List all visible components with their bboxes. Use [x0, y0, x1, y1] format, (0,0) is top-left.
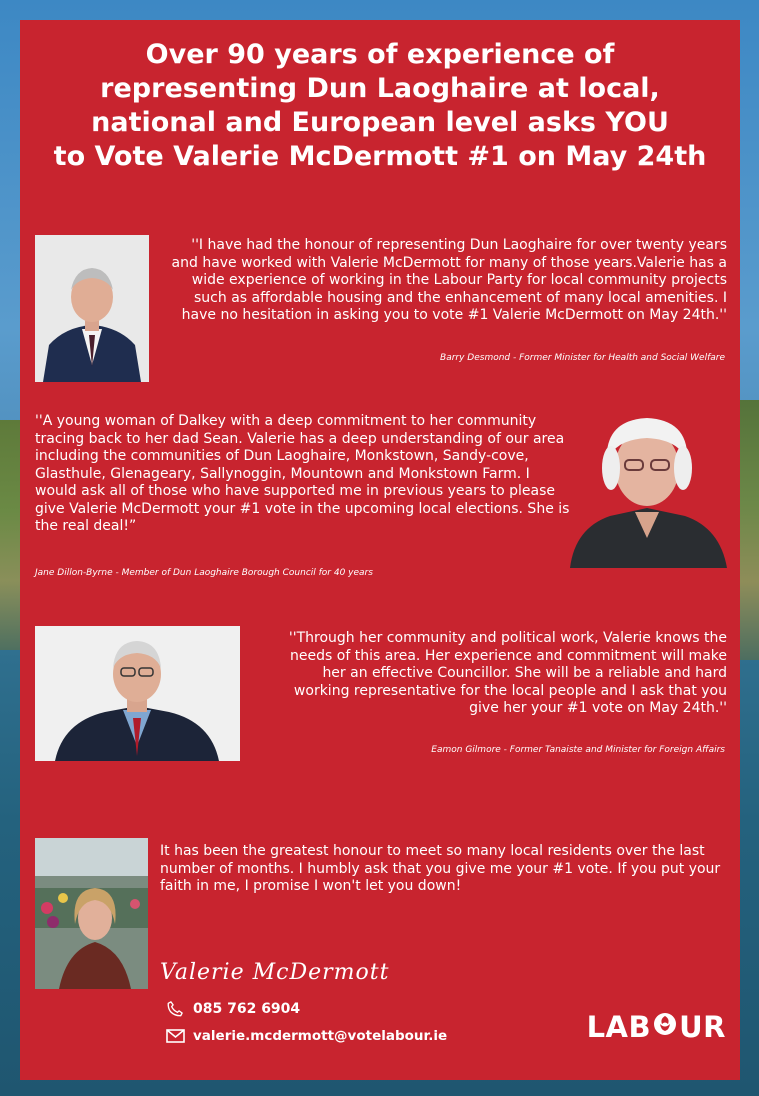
- testimonial-quote-2: ''A young woman of Dalkey with a deep commitment to her community tracing back to her dad Sean. Valerie has a deep understanding of our area including the communities of Dun Laoghaire, Monkstown, Sandy-cove, Glasthule, Glenageary, Sallynoggin, Mountown and Monkstown Farm. I would ask all of those who have supported me in previous years to please give Valerie McDermott your #1 vote in the upcoming local elections. She is the real deal!”: [35, 413, 570, 534]
- testimonial-attribution-3: Eamon Gilmore - Former Tanaiste and Minister for Foreign Affairs: [431, 745, 725, 755]
- envelope-icon: [165, 1027, 185, 1045]
- valerie-mcdermott-photo: [35, 838, 148, 989]
- headline-line-1: Over 90 years of experience of: [145, 39, 615, 70]
- phone-contact: [165, 1000, 300, 1018]
- email-link[interactable]: valerie.mcdermott@votelabour.ie: [193, 1028, 448, 1044]
- headline: [30, 38, 730, 174]
- eamon-gilmore-photo: [35, 626, 240, 761]
- candidate-message: It has been the greatest honour to meet so many local residents over the last number of months. I humbly ask that you give me your #1 vote. If you put your faith in me, I promise I won't let you down!: [160, 843, 721, 894]
- headline-line-3: national and European level asks YOU: [91, 107, 669, 138]
- leaflet-panel: [20, 20, 740, 1080]
- labour-logo: [587, 1010, 726, 1044]
- candidate-signature: Valerie McDermott: [160, 960, 390, 985]
- rose-icon: [652, 1010, 678, 1044]
- jane-dillon-byrne-photo: [565, 410, 730, 568]
- barry-desmond-photo: [35, 235, 149, 382]
- headline-line-4: to Vote Valerie McDermott #1 on May 24th: [53, 141, 707, 172]
- phone-number-link[interactable]: 085 762 6904: [193, 1001, 301, 1017]
- testimonial-attribution-2: Jane Dillon-Byrne - Member of Dun Laoghaire Borough Council for 40 years: [35, 568, 373, 578]
- testimonial-quote-1: ''I have had the honour of representing Dun Laoghaire for over twenty years and have worked with Valerie McDermott for many of those years.Valerie has a wide experience of working in the Labour Party for local community projects such as affordable housing and the enhancement of many local amenities. I have no hesitation in asking you to vote #1 Valerie McDermott on May 24th.'': [171, 237, 727, 323]
- headline-line-2: representing Dun Laoghaire at local,: [100, 73, 660, 104]
- testimonial-attribution-1: Barry Desmond - Former Minister for Health and Social Welfare: [440, 353, 725, 363]
- testimonial-quote-3: ''Through her community and political work, Valerie knows the needs of this area. Her experience and commitment will make her an effective Councillor. She will be a reliable and hard working representative for the local people and I ask that you give her your #1 vote on May 24th.'': [288, 630, 727, 716]
- labour-logo-text-left: LAB: [586, 1010, 652, 1044]
- labour-logo-text-right: UR: [679, 1010, 726, 1044]
- phone-icon: [165, 1000, 185, 1018]
- email-contact: [165, 1027, 447, 1045]
